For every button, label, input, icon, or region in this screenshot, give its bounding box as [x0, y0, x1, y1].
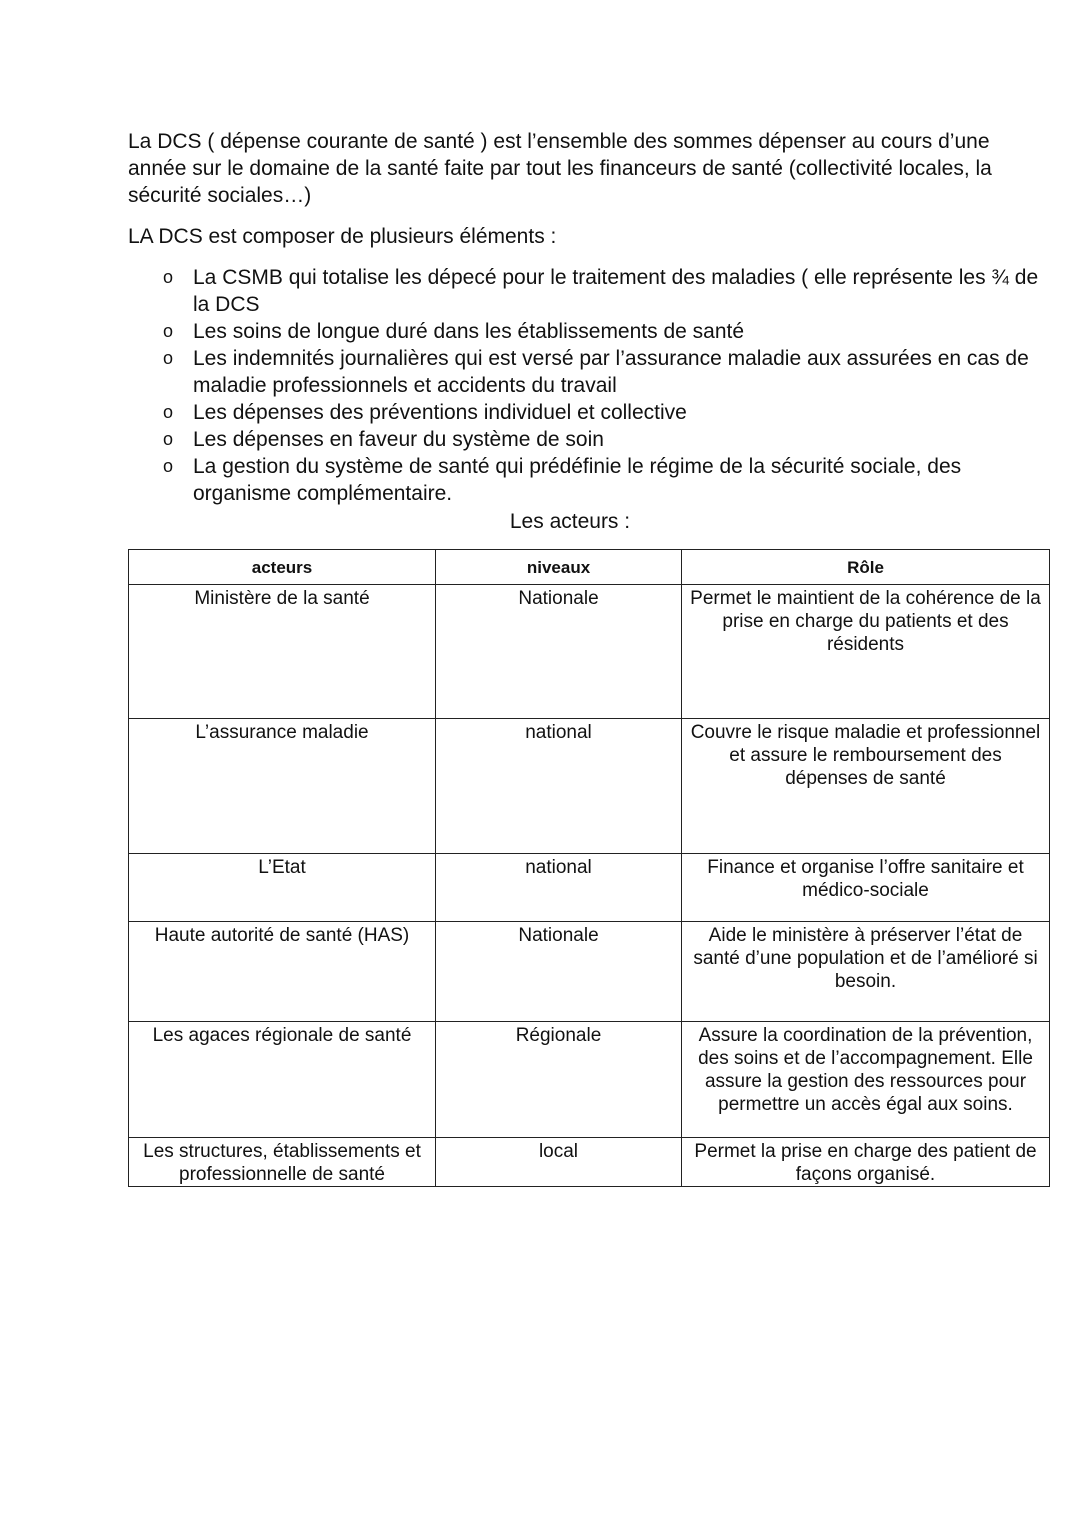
cell-role: Finance et organise l’offre sanitaire et médico-sociale [682, 854, 1050, 922]
circle-bullet-icon: o [163, 429, 174, 449]
table-row [129, 1138, 1050, 1187]
cell-niveau: Nationale [436, 922, 682, 1022]
cell-acteur: L’Etat [129, 854, 436, 922]
circle-bullet-icon: o [163, 267, 174, 287]
table-caption: Les acteurs : [509, 510, 631, 533]
column-header-niveaux: niveaux [436, 550, 682, 585]
list-item: o Les dépenses en faveur du système de soin [163, 428, 604, 451]
cell-niveau: national [436, 854, 682, 922]
circle-bullet-icon: o [163, 321, 174, 341]
cell-acteur: Les structures, établissements et professionnelle de santé [129, 1138, 436, 1187]
cell-role: Aide le ministère à préserver l’état de santé d’une population et de l’amélioré si besoin. [682, 922, 1050, 1022]
column-header-role: Rôle [682, 550, 1050, 585]
elements-list [128, 264, 1048, 507]
table-row [129, 922, 1050, 1022]
cell-niveau: Nationale [436, 585, 682, 719]
composition-heading: LA DCS est composer de plusieurs éléments : [128, 225, 557, 248]
actors-table [128, 549, 1050, 1187]
table-row [129, 719, 1050, 854]
cell-role: Permet la prise en charge des patient de façons organisé. [682, 1138, 1050, 1187]
intro-paragraph: La DCS ( dépense courante de santé ) est l’ensemble des sommes dépenser au cours d’une année sur le domaine de la santé faite par tout les financeurs de santé (collectivité locales, la sécurité sociales…) [128, 130, 992, 207]
table-row [129, 585, 1050, 719]
table-row [129, 1022, 1050, 1138]
table-header-row [129, 550, 1050, 585]
list-item: o Les dépenses des préventions individuel et collective [163, 401, 687, 424]
document-page [128, 128, 1048, 535]
cell-role: Permet le maintient de la cohérence de la prise en charge du patients et des résidents [682, 585, 1050, 719]
cell-acteur: Les agaces régionale de santé [129, 1022, 436, 1138]
cell-niveau: Régionale [436, 1022, 682, 1138]
list-item: o La CSMB qui totalise les dépecé pour le traitement des maladies ( elle représente les ¾ de la DCS [163, 266, 1039, 316]
column-header-acteurs: acteurs [129, 550, 436, 585]
cell-role: Assure la coordination de la prévention, des soins et de l’accompagnement. Elle assure la gestion des ressources pour permettre un accès égal aux soins. [682, 1022, 1050, 1138]
cell-niveau: local [436, 1138, 682, 1187]
circle-bullet-icon: o [163, 402, 174, 422]
circle-bullet-icon: o [163, 348, 174, 368]
list-item: o Les indemnités journalières qui est versé par l’assurance maladie aux assurées en cas de maladie professionnels et accidents du travail [163, 347, 1029, 397]
cell-role: Couvre le risque maladie et professionnel et assure le remboursement des dépenses de santé [682, 719, 1050, 854]
cell-acteur: Ministère de la santé [129, 585, 436, 719]
cell-acteur: L’assurance maladie [129, 719, 436, 854]
cell-niveau: national [436, 719, 682, 854]
cell-acteur: Haute autorité de santé (HAS) [129, 922, 436, 1022]
circle-bullet-icon: o [163, 456, 174, 476]
list-item: o Les soins de longue duré dans les établissements de santé [163, 320, 745, 343]
list-item: o La gestion du système de santé qui prédéfinie le régime de la sécurité sociale, des organisme complémentaire. [163, 455, 962, 505]
table-row [129, 854, 1050, 922]
